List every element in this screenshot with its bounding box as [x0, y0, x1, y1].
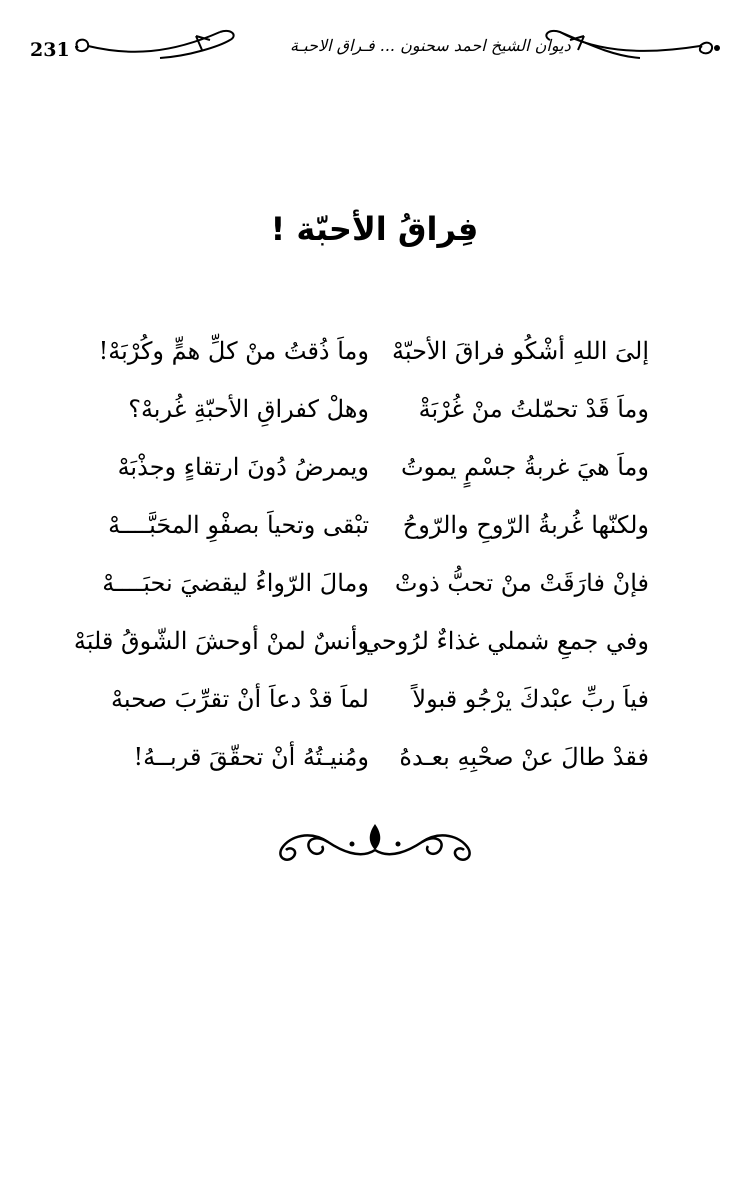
verse-first-hemistich: وفي جمعِ شملي غذاءٌ لرُوحي [361, 627, 649, 655]
flourish-left-icon [70, 26, 240, 66]
verse [104, 496, 649, 554]
verse-second-hemistich: وهلْ كفراقِ الأحبّةِ غُربهْ؟ [128, 395, 369, 423]
verse-second-hemistich: لماَ قدْ دعاَ أنْ تقرِّبَ صحبهْ [111, 685, 369, 713]
verse-first-hemistich: فإنْ فارَقَتْ منْ تحبُّ ذوتْ [394, 569, 649, 597]
poem-title: فِراقُ الأحبّة ! [270, 210, 479, 248]
ornament-divider-icon [270, 820, 480, 870]
verse-second-hemistich: وماَ ذُقتُ منْ كلِّ همٍّ وكُرْبَهْ! [98, 337, 369, 365]
verse [104, 380, 649, 438]
verse [104, 728, 649, 786]
verse-first-hemistich: وماَ قَدْ تحمّلتُ منْ غُرْبَةْ [418, 395, 649, 423]
verse [98, 322, 649, 380]
verse [104, 438, 649, 496]
verse-second-hemistich: ومُنيـتُهُ أنْ تحقّقَ قربــهُ! [133, 743, 369, 771]
verse-first-hemistich: فقدْ طالَ عنْ صحْبِهِ بعـدهُ [399, 743, 649, 771]
verse [104, 670, 649, 728]
verse-first-hemistich: فياَ ربِّ عبْدكَ يرْجُو قبولاً [412, 685, 649, 713]
running-title: ديوان الشيخ احمد سحنون ... فـراق الاحبـة [290, 36, 571, 55]
verse-second-hemistich: وأنسٌ لمنْ أوحشَ الشّوقُ قلبَهْ [73, 627, 369, 655]
page-number: 231 [30, 39, 70, 61]
page-header [28, 24, 721, 80]
verse-first-hemistich: ولكنّها غُربةُ الرّوحِ والرّوحُ [402, 511, 649, 539]
verse-second-hemistich: ومالَ الرّواءُ ليقضيَ نحبَــــهْ [102, 569, 369, 597]
verse-first-hemistich: وماَ هيَ غربةُ جسْمٍ يموتُ [400, 453, 649, 481]
verse [73, 612, 649, 670]
verse [104, 554, 649, 612]
verse-first-hemistich: إلىَ اللهِ أشْكُو فراقَ الأحبّهْ [391, 337, 649, 365]
verse-second-hemistich: تبْقى وتحياَ بصفْوِ المحَبَّــــهْ [108, 511, 369, 539]
poem-verses [73, 322, 649, 786]
verse-second-hemistich: ويمرضُ دُونَ ارتقاءٍ وجذْبَهْ [117, 453, 369, 481]
flourish-right-icon [540, 26, 720, 66]
